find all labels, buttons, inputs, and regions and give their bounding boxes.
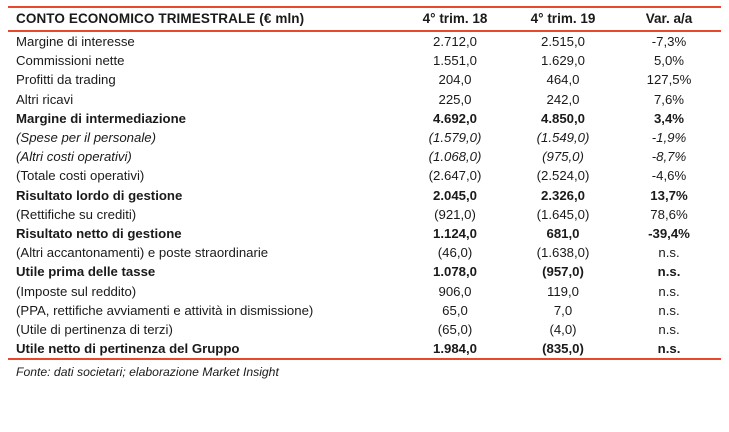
table-row bbox=[8, 90, 721, 109]
row-value-3: -1,9% bbox=[651, 130, 687, 146]
row-label: Commissioni nette bbox=[16, 53, 125, 69]
row-value-1: 65,0 bbox=[442, 302, 468, 318]
row-value-3: -7,3% bbox=[651, 34, 687, 50]
table-row bbox=[8, 51, 721, 70]
table-row bbox=[8, 224, 721, 243]
row-label: (Spese per il personale) bbox=[16, 130, 157, 146]
row-label: Utile netto di pertinenza del Gruppo bbox=[8, 339, 401, 359]
table-row bbox=[8, 281, 721, 300]
row-label: Utile prima delle tasse bbox=[16, 264, 156, 280]
row-value-2: (835,0) bbox=[509, 339, 617, 359]
row-value-3: 78,6% bbox=[650, 206, 688, 222]
row-value-2: (975,0) bbox=[542, 149, 584, 165]
row-label: (Rettifiche su crediti) bbox=[16, 206, 137, 222]
row-value-1: 225,0 bbox=[438, 91, 472, 107]
row-value-2: (2.524,0) bbox=[536, 168, 590, 184]
row-value-3: n.s. bbox=[617, 339, 721, 359]
row-value-1: 2.045,0 bbox=[433, 187, 477, 203]
row-value-1: (1.068,0) bbox=[428, 149, 482, 165]
row-value-2: (1.645,0) bbox=[536, 206, 590, 222]
row-label: (Totale costi operativi) bbox=[16, 168, 145, 184]
table-row bbox=[8, 166, 721, 185]
table-row bbox=[8, 128, 721, 147]
row-value-1: 204,0 bbox=[438, 72, 472, 88]
quarterly-income-statement-table bbox=[8, 6, 721, 360]
row-value-2: 1.629,0 bbox=[541, 53, 585, 69]
row-value-1: (65,0) bbox=[437, 321, 473, 337]
row-label: Risultato lordo di gestione bbox=[16, 187, 183, 203]
row-value-3: 3,4% bbox=[653, 110, 685, 126]
row-value-2: 119,0 bbox=[546, 283, 580, 299]
row-value-3: -8,7% bbox=[651, 149, 687, 165]
row-value-1: 1.124,0 bbox=[433, 225, 477, 241]
header-col3: Var. a/a bbox=[617, 7, 721, 31]
row-value-2: 7,0 bbox=[553, 302, 573, 318]
row-value-1: (921,0) bbox=[434, 206, 476, 222]
row-label: (Altri costi operativi) bbox=[16, 149, 132, 165]
row-value-1: (46,0) bbox=[437, 245, 473, 261]
row-value-2: 2.515,0 bbox=[541, 34, 585, 50]
row-value-1: 1.078,0 bbox=[433, 264, 477, 280]
table-row bbox=[8, 339, 721, 359]
row-value-2: 242,0 bbox=[546, 91, 580, 107]
row-value-3: n.s. bbox=[658, 321, 680, 337]
row-label: Risultato netto di gestione bbox=[16, 225, 182, 241]
row-value-3: n.s. bbox=[658, 302, 680, 318]
header-col2: 4° trim. 19 bbox=[509, 7, 617, 31]
table-header bbox=[8, 7, 721, 31]
header-col1: 4° trim. 18 bbox=[401, 7, 509, 31]
row-value-2: (1.638,0) bbox=[536, 245, 590, 261]
table-row bbox=[8, 186, 721, 205]
row-label: (PPA, rettifiche avviamenti e attività in dismissione) bbox=[16, 302, 314, 318]
row-value-2: 2.326,0 bbox=[541, 187, 585, 203]
row-value-1: 1.984,0 bbox=[401, 339, 509, 359]
source-footnote: Fonte: dati societari; elaborazione Market Insight bbox=[16, 365, 279, 380]
row-value-1: 906,0 bbox=[438, 283, 472, 299]
row-value-2: 681,0 bbox=[546, 225, 580, 241]
table-row bbox=[8, 70, 721, 89]
row-value-1: (1.579,0) bbox=[428, 130, 482, 146]
row-value-3: 13,7% bbox=[650, 187, 688, 203]
table-row bbox=[8, 320, 721, 339]
row-label: Margine di intermediazione bbox=[16, 110, 187, 126]
header-row bbox=[8, 7, 721, 31]
row-value-1: 2.712,0 bbox=[433, 34, 477, 50]
row-label: Margine di interesse bbox=[16, 34, 135, 50]
row-value-2: (4,0) bbox=[549, 321, 577, 337]
row-label: Altri ricavi bbox=[16, 91, 74, 107]
row-value-3: -39,4% bbox=[648, 225, 690, 241]
row-value-3: n.s. bbox=[658, 245, 680, 261]
row-label: (Altri accantonamenti) e poste straordinarie bbox=[16, 245, 269, 261]
row-label: (Imposte sul reddito) bbox=[16, 283, 137, 299]
row-value-1: 1.551,0 bbox=[433, 53, 477, 69]
table-row bbox=[8, 205, 721, 224]
row-value-2: (957,0) bbox=[542, 264, 584, 280]
table-row bbox=[8, 301, 721, 320]
row-value-3: 127,5% bbox=[646, 72, 692, 88]
row-label: Profitti da trading bbox=[16, 72, 116, 88]
row-value-2: 464,0 bbox=[546, 72, 580, 88]
row-value-1: (2.647,0) bbox=[428, 168, 482, 184]
table-body bbox=[8, 31, 721, 359]
row-value-2: (1.549,0) bbox=[536, 130, 590, 146]
row-value-1: 4.692,0 bbox=[433, 110, 477, 126]
table-row bbox=[8, 243, 721, 262]
row-value-3: -4,6% bbox=[651, 168, 687, 184]
table-row bbox=[8, 147, 721, 166]
table-row bbox=[8, 109, 721, 128]
row-label: (Utile di pertinenza di terzi) bbox=[16, 321, 173, 337]
row-value-2: 4.850,0 bbox=[541, 110, 585, 126]
row-value-3: 7,6% bbox=[653, 91, 685, 107]
row-value-3: n.s. bbox=[658, 283, 680, 299]
table-row bbox=[8, 31, 721, 51]
row-value-3: 5,0% bbox=[653, 53, 685, 69]
row-value-3: n.s. bbox=[657, 264, 681, 280]
header-label: CONTO ECONOMICO TRIMESTRALE (€ mln) bbox=[8, 7, 401, 31]
table-row bbox=[8, 262, 721, 281]
